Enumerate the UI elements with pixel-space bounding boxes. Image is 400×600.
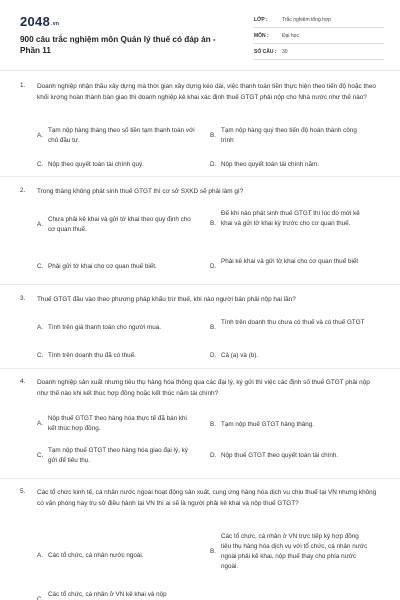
question-number: 3. [20,295,26,302]
option-d[interactable]: D. Phải kê khai và gửi tờ khai cho cơ quan thuế biết [210,257,380,279]
question-number: 1. [20,82,26,89]
document-header [20,14,380,64]
option-b[interactable]: B. Đế khi nào phát sinh thuế GTGT thì lúc đó mới kê khai và gửi tờ khai kỳ trước cho cơ quan thuế. [210,209,380,241]
question-number: 2. [20,187,26,194]
option-a[interactable]: A. Chưa phải kê khai và gửi tờ khai theo quy định cho cơ quan thuế. [37,215,207,237]
meta-label: LỚP : [254,17,268,23]
meta-row-count [254,48,384,60]
question-divider [0,284,400,285]
question-number: 5. [20,488,26,495]
meta-row-subject [254,32,384,44]
meta-value: Trắc nghiệm tổng hợp [282,17,331,23]
option-text: Tạm nộp thuế GTGT theo hàng hóa giao đại lý, ký gửi để tiêu thụ. [48,447,188,464]
question-number: 4. [20,378,26,385]
document-page: $2048^{.vn}$ 900 câu trắc nghiệm môn Quản lý thuế có đáp án - Phần 11 LỚP : Trắc nghiệm tổng hợp MÔN : Đại học SỐ CÂU : 30 1. Doanh nghiệp nhận thầu xây dựng mà thời gian xây dựng kéo dài, việc thanh toán tiền thực hiện theo tiến độ hoặc theo khối lượng hoàn thành bàn giao thì doanh nghiệp kê khai xác định thuế GTGT phải nộp cho Nhà nước như thế nào? A. Tạm nộp hàng tháng theo số tiền tạm thanh toán với chủ đầu tư. B. Tạm nộp hàng quý theo tiến độ hoàn thành công trình C. Nộp theo quyết toán tài chính quý. D. Nộp theo quyết toán tài chính năm. 2. Trong tháng không phát sinh thuế GTGT thì cơ sở SXKD sẽ phải làm gì? A. Chưa phải kê khai và gửi tờ khai theo quy định cho cơ quan thuế. B. Đế khi nào phát sinh thuế GTGT thì lúc đó mới kê khai và gửi tờ khai kỳ trước cho cơ quan thuế. C. Phải gửi tờ khai cho cơ quan thuế biết. D. Phải kê khai và gửi tờ khai cho cơ quan thuế biết 3. Thuế GTGT đầu vào theo phương pháp khấu trừ thuế, khi nào người bán phải nộp hai lần? A. Tính trên giá thanh toán cho người mua. B. Tính trên doanh thu chưa có thuế và có thuế GTGT C. Tính trên doanh thu đã có thuế. D. Cả (a) và (b). 4. Doanh nghiệp sản xuất nhưng tiêu thụ hàng hóa thông qua các đại lý, ký gửi thì việc các định số thuế GTGT phải nộp như thế nào khi kết thúc hợp đồng hoặc kết thúc năm tài chính? A. Nộp thuế GTGT theo hàng hóa thực tế đã bán khi kết thúc hợp đồng. B. Tạm nộp thuế GTGT hàng tháng. C. Tạm nộp thuế GTGT theo hàng hóa giao đại lý, ký gửi để tiêu thụ. D. Nộp thuế GTGT theo quyết toán tài chính. 5. Các tổ chức kinh tế, cá nhân nước ngoài hoạt động sản xuất, cung ứng hàng hóa dịch vụ chịu thuế tại VN nhưng không có văn phòng hay trụ sở điều hành tại VN thì ai sẽ là người phải kê khai và nộp thuế GTGT? A. Các tổ chức, cá nhân nước ngoài. B. Các tổ chức, cá nhân ở VN trực tiếp ký hợp đồng tiêu thụ hàng hóa dịch vụ với tổ chức, cá nhân nước ngoài phải kê khai, nộp thuế thay cho phía nước ngoài. C. Các tổ chức, cá nhân ở VN kê khai và nộp [0,0,400,600]
option-text: Các tổ chức, cá nhân ở VN kê khai và nộp [48,591,167,598]
option-b[interactable]: B. Các tổ chức, cá nhân ở VN trực tiếp ký hợp đồng tiêu thụ hàng hóa dịch vụ với tổ chức, cá nhân nước ngoài phải kê khai, nộp thuế thay cho phía nước ngoài. [210,533,368,570]
option-text: Tạm nộp hàng tháng theo số tiền tạm thanh toán với chủ đầu tư. [48,127,195,144]
option-text: Chưa phải kê khai và gửi tờ khai theo quy định cho cơ quan thuế. [48,216,191,233]
site-logo[interactable] [20,14,59,29]
logo-sub-text: .vn [51,21,60,27]
option-text: Tính trên doanh thu chưa có thuế và có thuế GTGT [221,319,365,326]
question-divider [0,368,400,369]
meta-value: Đại học [282,33,299,39]
question-text: Các tổ chức kinh tế, cá nhân nước ngoài hoạt động sản xuất, cung ứng hàng hóa dịch vụ chịu thuế tại VN nhưng không có văn phòng hay trụ sở điều hành tại VN thì ai sẽ là người phải kê khai và nộp thuế GTGT? [37,489,377,507]
question-text: Trong tháng không phát sinh thuế GTGT thì cơ sở SXKD sẽ phải làm gì? [37,188,244,195]
option-text: Đế khi nào phát sinh thuế GTGT thì lúc đó mới kê khai và gửi tờ khai kỳ trước cho cơ quan thuế. [221,210,360,227]
option-text: Nộp theo quyết toán tài chính quý. [48,161,144,168]
option-text: Nộp theo quyết toán tài chính năm. [221,161,320,168]
meta-value: 30 [282,49,288,55]
question-divider [0,176,400,177]
option-text: Cả (a) và (b). [221,352,259,359]
option-c[interactable]: C. Tạm nộp thuế GTGT theo hàng hóa giao đại lý, ký gửi để tiêu thụ. [37,446,207,468]
option-text: Nộp thuế GTGT theo quyết toán tài chính. [221,452,339,459]
question-text: Doanh nghiệp nhận thầu xây dựng mà thời gian xây dựng kéo dài, việc thanh toán tiền thực hiện theo tiến độ hoặc theo khối lượng hoàn thành bàn giao thì doanh nghiệp kê khai xác định thuế GTGT phải nộp cho Nhà nước như thế nào? [37,83,376,101]
option-text: Tính trên doanh thu đã có thuế. [48,352,136,359]
meta-label: SỐ CÂU : [254,49,277,55]
option-text: Tạm nộp hàng quý theo tiến độ hoàn thành công trình [221,127,357,144]
option-text: Nộp thuế GTGT theo hàng hóa thực tế đã bán khi kết thúc hợp đồng. [48,415,187,432]
option-b[interactable]: B. Tính trên doanh thu chưa có thuế và có thuế GTGT [210,318,380,340]
question-text: Thuế GTGT đầu vào theo phương pháp khấu trừ thuế, khi nào người bán phải nộp hai lần? [37,296,296,303]
document-title: 900 câu trắc nghiệm môn Quản lý thuế có đáp án - Phần 11 [20,35,216,55]
option-text: Các tổ chức, cá nhân nước ngoài. [48,552,144,559]
option-text: Các tổ chức, cá nhân ở VN trực tiếp ký hợp đồng tiêu thụ hàng hóa dịch vụ với tổ chức, cá nhân nước ngoài phải kê khai, nộp thuế thay cho phía nước ngoài. [221,533,368,570]
question-text: Doanh nghiệp sản xuất nhưng tiêu thụ hàng hóa thông qua các đại lý, ký gửi thì việc các định số thuế GTGT phải nộp như thế nào khi kết thúc hợp đồng hoặc kết thúc năm tài chính? [37,379,370,397]
question-divider [0,478,400,479]
option-b[interactable]: B. Tạm nộp hàng quý theo tiến độ hoàn thành công trình [210,126,380,148]
meta-row-class [254,16,384,28]
option-text: Phải kê khai và gửi tờ khai cho cơ quan thuế biết [221,258,359,265]
option-a[interactable]: A. Nộp thuế GTGT theo hàng hóa thực tế đã bán khi kết thúc hợp đồng. [37,414,207,436]
option-text: Tạm nộp thuế GTGT hàng tháng. [221,421,314,428]
meta-info [254,16,384,64]
meta-label: MÔN : [254,33,269,39]
option-a[interactable]: A. Tạm nộp hàng tháng theo số tiền tạm thanh toán với chủ đầu tư. [37,127,195,144]
logo-main-text: 2048 [20,14,51,29]
option-text: Phải gửi tờ khai cho cơ quan thuế biết. [48,263,157,270]
header-divider [0,70,400,71]
option-text: Tính trên giá thanh toán cho người mua. [48,324,162,331]
